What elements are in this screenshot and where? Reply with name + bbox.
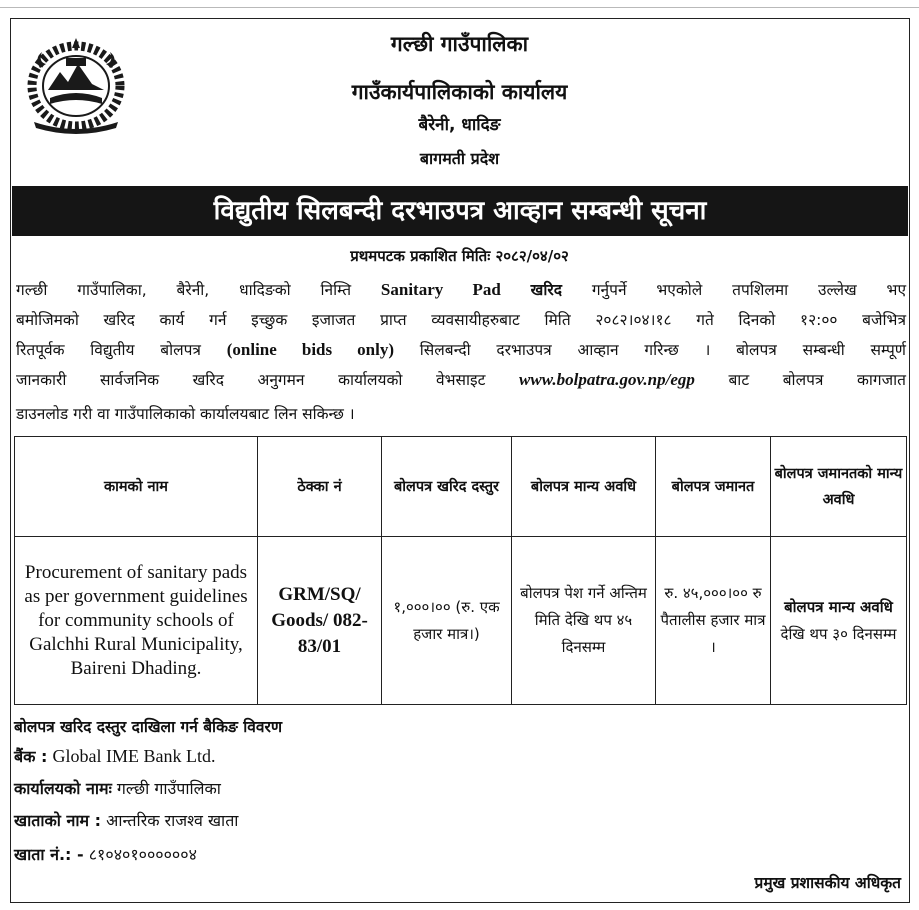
- cell-work-name: Procurement of sanitary pads as per government guidelines for community schools of Galchhi Rural Municipality, Baireni Dhading.: [15, 537, 258, 705]
- account-name-value: आन्तरिक राजश्व खाता: [106, 811, 239, 830]
- top-rule: [0, 7, 919, 8]
- account-number-label: खाता नं.: -: [14, 845, 84, 864]
- body-text: जानकारी सार्वजनिक खरिद अनुगमन कार्यालयको वेभसाइट: [16, 371, 486, 389]
- notice-title: विद्युतीय सिलबन्दी दरभाउपत्र आव्हान सम्बन्धी सूचना: [12, 186, 908, 236]
- bank-value: Global IME Bank Ltd.: [52, 746, 216, 766]
- account-name-row: [14, 809, 238, 831]
- cell-bid-validity: बोलपत्र पेश गर्ने अन्तिम मिति देखि थप ४५ दिनसम्म: [512, 537, 656, 705]
- table-header-row: [15, 437, 907, 537]
- body-text-bold: खरिद: [530, 281, 562, 299]
- office-row: [14, 777, 221, 799]
- security-validity-rest: देखि थप ३० दिनसम्म: [780, 624, 897, 643]
- cell-bid-fee: १,०००।०० (रु. एक हजार मात्र।): [382, 537, 512, 705]
- publish-date: [0, 246, 919, 266]
- body-text: रितपूर्वक विद्युतीय बोलपत्र: [16, 341, 201, 359]
- body-text: गल्छी गाउँपालिका, बैरेनी, धादिङको निम्ति: [16, 281, 352, 299]
- bank-label: बैंक :: [14, 747, 48, 766]
- publish-date-value: २०८२/०४/०२: [495, 247, 569, 265]
- municipality-name: गल्छी गाउँपालिका: [390, 32, 529, 56]
- col-bid-security: बोलपत्र जमानत: [656, 437, 771, 537]
- tender-table: [14, 436, 907, 705]
- col-contract-no: ठेक्का नं: [258, 437, 382, 537]
- office-label: कार्यालयको नामः: [14, 779, 112, 798]
- body-text: सिलबन्दी दरभाउपत्र आव्हान गरिन्छ । बोलपत्र सम्बन्धी सम्पूर्ण: [419, 341, 906, 359]
- banking-heading: बोलपत्र खरिद दस्तुर दाखिला गर्न बैकिङ विवरण: [14, 718, 283, 736]
- office-value: गल्छी गाउँपालिका: [116, 779, 221, 798]
- body-line-4: [16, 366, 906, 394]
- cell-security-validity: [771, 537, 907, 705]
- body-line-2: बमोजिमको खरिद कार्य गर्न इच्छुक इजाजत प्राप्त व्यवसायीहरुबाट मिति २०८२।०४।१८ गते दिनको १२:०० बजेभित्र: [16, 311, 906, 329]
- bank-row: [14, 745, 215, 767]
- item-name: Sanitary Pad: [380, 280, 501, 299]
- col-bid-validity: बोलपत्र मान्य अवधि: [512, 437, 656, 537]
- body-text: बाट बोलपत्र कागजात: [728, 371, 906, 389]
- cell-bid-security: रु. ४५,०००।०० रु पैतालीस हजार मात्र ।: [656, 537, 771, 705]
- body-line-3: [16, 336, 906, 364]
- office-name: गाउँकार्यपालिकाको कार्यालय: [351, 80, 568, 104]
- col-security-validity: बोलपत्र जमानतको मान्य अवधि: [771, 437, 907, 537]
- account-name-label: खाताको नाम :: [14, 811, 102, 830]
- signatory-title: प्रमुख प्रशासकीय अधिकृत: [754, 874, 901, 892]
- col-bid-fee: बोलपत्र खरिद दस्तुर: [382, 437, 512, 537]
- online-bids-note: (online bids only): [226, 340, 395, 359]
- body-line-5: डाउनलोड गरी वा गाउँपालिकाको कार्यालयबाट लिन सकिन्छ ।: [16, 405, 355, 423]
- publish-date-label: प्रथमपटक प्रकाशित मितिः: [350, 247, 491, 265]
- province-name: बागमती प्रदेश: [419, 149, 500, 168]
- body-text: गर्नुपर्ने भएकोले तपशिलमा उल्लेख भए: [591, 281, 907, 299]
- security-validity-bold: बोलपत्र मान्य अवधि: [784, 597, 893, 616]
- col-work-name: कामको नाम: [15, 437, 258, 537]
- office-location: बैरेनी, धादिङ: [418, 115, 501, 135]
- bolpatra-link[interactable]: www.bolpatra.gov.np/egp: [519, 370, 695, 389]
- account-number-row: [14, 843, 197, 865]
- table-row: [15, 537, 907, 705]
- cell-contract-no: GRM/SQ/ Goods/ 082-83/01: [258, 537, 382, 705]
- body-line-1: [16, 276, 906, 304]
- account-number-value: ८१०४०१००००००४: [88, 845, 197, 864]
